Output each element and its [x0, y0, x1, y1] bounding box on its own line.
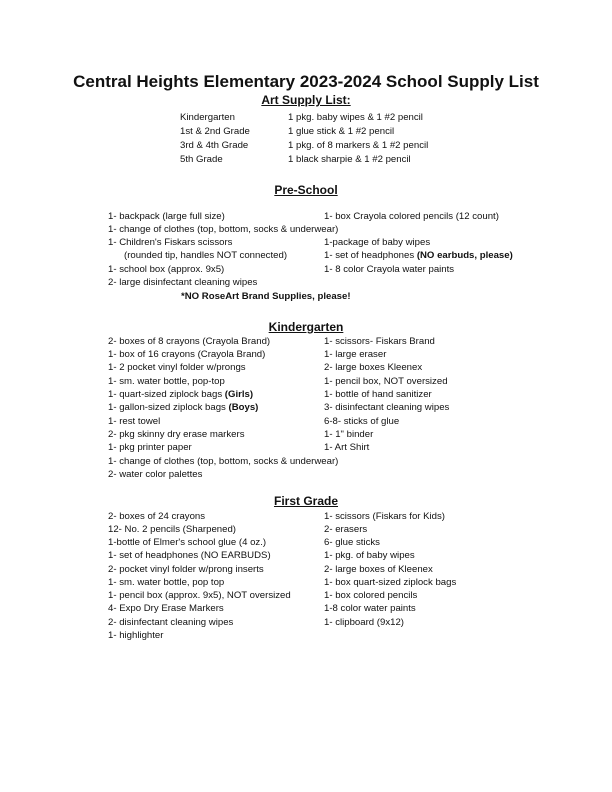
preschool-note: *NO RoseArt Brand Supplies, please! — [181, 291, 351, 302]
list-item: 1- pencil box (approx. 9x5), NOT oversized — [108, 590, 291, 601]
list-item: 1- 1" binder — [324, 429, 374, 440]
list-item — [108, 388, 253, 401]
list-item: 1- pkg. of baby wipes — [324, 550, 415, 561]
list-item: 2- disinfectant cleaning wipes — [108, 617, 234, 628]
list-item: 1- set of headphones (NO EARBUDS) — [108, 550, 271, 561]
list-item: 2- erasers — [324, 524, 368, 535]
list-item: 1- change of clothes (top, bottom, socks & underwear) — [108, 224, 339, 235]
list-item: 6- glue sticks — [324, 537, 380, 548]
list-item: 1- pencil box, NOT oversized — [324, 376, 448, 387]
kindergarten-heading: Kindergarten — [268, 320, 344, 334]
art-supply-heading: Art Supply List: — [261, 93, 351, 107]
art-grade: 5th Grade — [180, 154, 223, 165]
list-item: 2- pkg skinny dry erase markers — [108, 429, 245, 440]
list-item: 1- rest towel — [108, 416, 161, 427]
list-item: 2- large disinfectant cleaning wipes — [108, 277, 258, 288]
list-item: 1- box of 16 crayons (Crayola Brand) — [108, 349, 266, 360]
list-item: 12- No. 2 pencils (Sharpened) — [108, 524, 236, 535]
art-items: 1 glue stick & 1 #2 pencil — [288, 126, 395, 137]
art-items: 1 pkg. of 8 markers & 1 #2 pencil — [288, 140, 429, 151]
list-item: 1- 8 color Crayola water paints — [324, 264, 455, 275]
list-item-emphasis: (NO earbuds, please) — [416, 250, 513, 261]
list-item: 1-package of baby wipes — [324, 237, 431, 248]
art-row — [180, 125, 394, 138]
list-item: 3- disinfectant cleaning wipes — [324, 402, 450, 413]
list-item: 1- sm. water bottle, pop-top — [108, 376, 225, 387]
art-items: 1 black sharpie & 1 #2 pencil — [288, 154, 411, 165]
list-item: 2- large boxes of Kleenex — [324, 564, 433, 575]
list-item: 1- pkg printer paper — [108, 442, 192, 453]
first-grade-heading: First Grade — [273, 494, 339, 508]
list-item: 1- sm. water bottle, pop top — [108, 577, 225, 588]
art-row — [180, 111, 423, 124]
list-item: 1- Art Shirt — [324, 442, 370, 453]
list-item: 1- school box (approx. 9x5) — [108, 264, 225, 275]
list-item: 2- boxes of 8 crayons (Crayola Brand) — [108, 336, 271, 347]
list-item: 1- box quart-sized ziplock bags — [324, 577, 457, 588]
list-item: 4- Expo Dry Erase Markers — [108, 603, 224, 614]
list-item: 1- highlighter — [108, 630, 164, 641]
art-grade: 1st & 2nd Grade — [180, 126, 250, 137]
art-grade: 3rd & 4th Grade — [180, 140, 249, 151]
list-item: 2- pocket vinyl folder w/prong inserts — [108, 564, 264, 575]
list-item: 1- large eraser — [324, 349, 387, 360]
page-title: Central Heights Elementary 2023-2024 School Supply List — [73, 72, 539, 91]
list-item — [108, 401, 258, 414]
list-item-text: 1- set of headphones — [324, 250, 417, 261]
list-item: 6-8- sticks of glue — [324, 416, 400, 427]
list-item: (rounded tip, handles NOT connected) — [124, 250, 288, 261]
list-item: 1- box Crayola colored pencils (12 count) — [324, 211, 499, 222]
list-item-emphasis: (Boys) — [228, 402, 259, 413]
list-item-text: 1- gallon-sized ziplock bags — [108, 402, 229, 413]
list-item: 1- change of clothes (top, bottom, socks & underwear) — [108, 456, 339, 467]
art-row — [180, 153, 411, 166]
list-item: 1- box colored pencils — [324, 590, 418, 601]
list-item: 1- scissors (Fiskars for Kids) — [324, 511, 445, 522]
art-items: 1 pkg. baby wipes & 1 #2 pencil — [288, 112, 423, 123]
list-item-text: 1- quart-sized ziplock bags — [108, 389, 225, 400]
list-item: 1-8 color water paints — [324, 603, 416, 614]
list-item — [324, 249, 513, 262]
list-item: 2- boxes of 24 crayons — [108, 511, 206, 522]
list-item: 1- 2 pocket vinyl folder w/prongs — [108, 362, 246, 373]
list-item: 1- Children's Fiskars scissors — [108, 237, 233, 248]
art-grade: Kindergarten — [180, 112, 235, 123]
art-row — [180, 139, 428, 152]
list-item: 1- bottle of hand sanitizer — [324, 389, 432, 400]
list-item-emphasis: (Girls) — [224, 389, 254, 400]
preschool-heading: Pre-School — [274, 183, 338, 197]
list-item: 1- clipboard (9x12) — [324, 617, 404, 628]
list-item: 1- scissors- Fiskars Brand — [324, 336, 435, 347]
list-item: 1-bottle of Elmer's school glue (4 oz.) — [108, 537, 267, 548]
list-item: 2- water color palettes — [108, 469, 203, 480]
list-item: 1- backpack (large full size) — [108, 211, 225, 222]
list-item: 2- large boxes Kleenex — [324, 362, 423, 373]
